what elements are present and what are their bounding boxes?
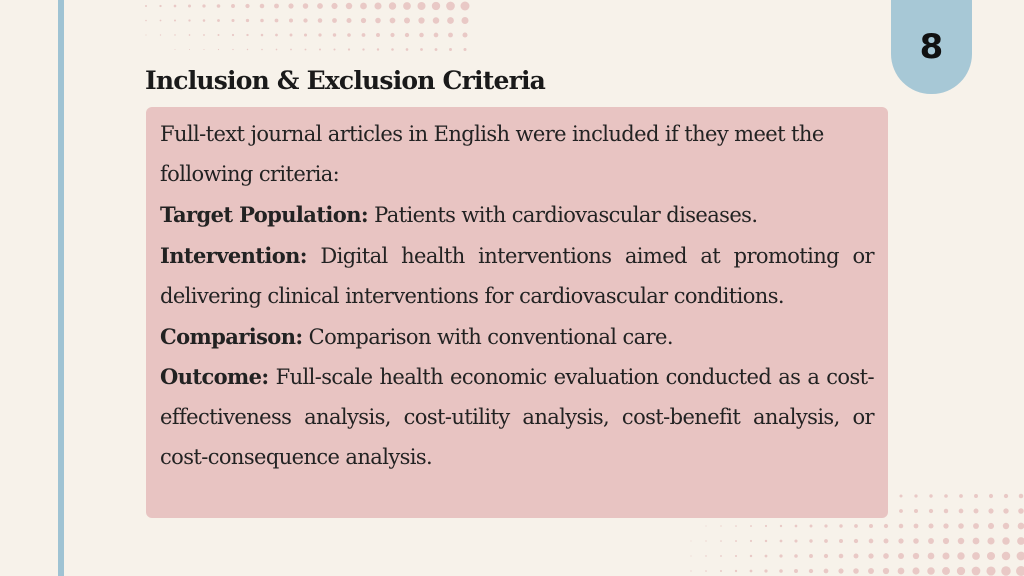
decorative-dot (288, 3, 293, 8)
decorative-dot (174, 5, 177, 8)
decorative-dot (720, 525, 721, 526)
decorative-dot (188, 5, 191, 8)
decorative-dot (839, 554, 844, 559)
criterion-label: Target Population: (160, 201, 369, 227)
decorative-dot (986, 566, 995, 575)
decorative-dot (462, 32, 467, 37)
decorative-dot (765, 525, 767, 527)
decorative-dot (869, 524, 873, 528)
decorative-dot (913, 538, 919, 544)
decorative-dot (260, 19, 264, 23)
decorative-dot (720, 570, 722, 572)
decorative-dot (764, 569, 767, 572)
decorative-dot (376, 33, 380, 37)
decorative-dot (854, 554, 859, 559)
decorative-dot (159, 5, 161, 7)
decorative-dot (231, 19, 234, 22)
decorative-dot (838, 568, 843, 573)
decorative-dot (348, 48, 350, 50)
decorative-dot (290, 49, 292, 51)
decorative-dot (247, 49, 248, 50)
decorative-dot (303, 18, 307, 22)
decorative-dot (303, 3, 309, 9)
decorative-dot (261, 34, 264, 37)
decorative-dot (987, 537, 994, 544)
decorative-dot (261, 49, 263, 51)
decorative-dot (957, 552, 964, 559)
criteria-card (146, 107, 888, 518)
decorative-dot (246, 34, 248, 36)
decorative-dot (145, 20, 147, 22)
criterion-label: Comparison: (160, 323, 303, 349)
decorative-dot (735, 570, 737, 572)
decorative-dot (944, 509, 948, 513)
decorative-dot (854, 524, 858, 528)
decorative-dot (914, 494, 917, 497)
decorative-dot (245, 4, 249, 8)
decorative-dot (898, 553, 904, 559)
decorative-dot (824, 524, 827, 527)
decorative-dot (361, 18, 366, 23)
decorative-dot (958, 523, 964, 529)
decorative-dot (959, 509, 964, 514)
decorative-dot (705, 525, 706, 526)
decorative-dot (406, 48, 409, 51)
decorative-dot (175, 49, 176, 50)
criterion-outcome (160, 357, 874, 478)
decorative-dot (1003, 523, 1009, 529)
decorative-dot (231, 4, 235, 8)
decorative-dot (448, 33, 453, 38)
decorative-dot (972, 567, 981, 576)
decorative-dot (390, 18, 396, 24)
criterion-text: Full-scale health economic evaluation conducted as a cost-effectiveness analysis, cost-utility analysis, cost-benefit analysis, or cost-consequence analysis. (160, 365, 874, 470)
decorative-dot (145, 34, 146, 35)
decorative-dot (779, 569, 783, 573)
decorative-dot (705, 540, 706, 541)
decorative-dot (854, 539, 858, 543)
decorative-dot (869, 539, 874, 544)
decorative-dot (331, 3, 337, 9)
decorative-dot (218, 49, 219, 50)
dot-pattern-top (140, 0, 480, 60)
decorative-dot (750, 570, 753, 573)
decorative-dot (317, 3, 323, 9)
decorative-dot (432, 2, 440, 10)
decorative-dot (275, 34, 278, 37)
decorative-dot (188, 19, 190, 21)
decorative-dot (203, 19, 206, 22)
decorative-dot (765, 540, 767, 542)
decorative-dot (765, 555, 768, 558)
decorative-dot (928, 538, 934, 544)
decorative-dot (434, 33, 439, 38)
decorative-dot (943, 538, 949, 544)
decorative-dot (1002, 537, 1009, 544)
decorative-dot (780, 525, 782, 527)
decorative-dot (944, 494, 948, 498)
decorative-dot (449, 48, 452, 51)
decorative-dot (362, 33, 366, 37)
decorative-dot (839, 539, 843, 543)
decorative-dot (246, 19, 249, 22)
decorative-dot (318, 33, 321, 36)
decorative-dot (824, 539, 828, 543)
decorative-dot (795, 525, 798, 528)
decorative-dot (942, 552, 949, 559)
decorative-dot (1003, 508, 1008, 513)
decorative-dot (989, 494, 993, 498)
criterion-target-population (160, 195, 874, 236)
decorative-dot (318, 18, 323, 23)
decorative-dot (929, 494, 932, 497)
decorative-dot (390, 33, 394, 37)
decorative-dot (824, 569, 829, 574)
decorative-dot (868, 553, 873, 558)
criterion-label: Outcome: (160, 364, 269, 390)
decorative-dot (958, 538, 965, 545)
decorative-dot (461, 17, 468, 24)
decorative-dot (333, 48, 335, 50)
page-number: 8 (919, 27, 944, 67)
decorative-dot (750, 525, 752, 527)
decorative-dot (750, 555, 752, 557)
decorative-dot (959, 494, 963, 498)
decorative-dot (899, 494, 902, 497)
decorative-dot (417, 2, 425, 10)
decorative-dot (405, 33, 409, 37)
decorative-dot (389, 2, 396, 9)
decorative-dot (447, 17, 454, 24)
decorative-dot (203, 49, 204, 50)
criterion-label: Intervention: (160, 242, 307, 268)
decorative-dot (927, 567, 935, 575)
decorative-dot (419, 33, 424, 38)
decorative-dot (794, 554, 798, 558)
criterion-intervention (160, 236, 874, 317)
decorative-dot (276, 49, 278, 51)
decorative-dot (899, 524, 904, 529)
decorative-dot (160, 20, 162, 22)
criterion-text: Digital health interventions aimed at promoting or delivering clinical interventions for cardiovascular conditions. (160, 243, 874, 308)
decorative-dot (943, 523, 948, 528)
decorative-dot (914, 524, 919, 529)
decorative-dot (435, 48, 438, 51)
decorative-dot (705, 555, 706, 556)
decorative-dot (418, 17, 424, 23)
decorative-dot (973, 523, 979, 529)
decorative-dot (705, 570, 707, 572)
decorative-dot (360, 3, 367, 10)
decorative-dot (898, 538, 903, 543)
decorative-dot (809, 569, 813, 573)
decorative-dot (1002, 552, 1010, 560)
decorative-dot (1017, 552, 1024, 561)
decorative-dot (174, 19, 176, 21)
decorative-dot (403, 2, 411, 10)
criterion-comparison (160, 317, 874, 358)
decorative-dot (942, 567, 950, 575)
decorative-dot (217, 34, 219, 36)
decorative-dot (374, 2, 381, 9)
decorative-dot (346, 3, 352, 9)
decorative-dot (928, 523, 933, 528)
decorative-dot (160, 34, 161, 35)
decorative-dot (974, 494, 978, 498)
decorative-dot (463, 48, 466, 51)
slide-title: Inclusion & Exclusion Criteria (145, 66, 546, 95)
decorative-dot (780, 540, 783, 543)
decorative-dot (275, 19, 279, 23)
decorative-dot (1017, 537, 1024, 545)
page-number-badge (891, 0, 972, 94)
left-accent-bar (58, 0, 64, 576)
criterion-text: Comparison with conventional care. (302, 324, 673, 349)
decorative-dot (988, 508, 993, 513)
decorative-dot (973, 538, 980, 545)
decorative-dot (899, 509, 903, 513)
decorative-dot (391, 48, 394, 51)
decorative-dot (735, 525, 737, 527)
criteria-intro: Full-text journal articles in English were included if they meet the following criteria: (160, 122, 824, 186)
decorative-dot (203, 34, 205, 36)
decorative-dot (720, 540, 722, 542)
decorative-dot (853, 568, 859, 574)
decorative-dot (884, 539, 889, 544)
decorative-dot (362, 48, 364, 50)
decorative-dot (347, 33, 351, 37)
decorative-dot (333, 33, 336, 36)
decorative-dot (883, 553, 889, 559)
criterion-text: Patients with cardiovascular diseases. (368, 202, 758, 227)
decorative-dot (883, 568, 889, 574)
decorative-dot (433, 17, 440, 24)
decorative-dot (260, 4, 265, 9)
decorative-dot (690, 555, 691, 556)
decorative-dot (1004, 494, 1008, 498)
decorative-dot (972, 552, 980, 560)
decorative-dot (690, 570, 691, 571)
decorative-dot (839, 524, 842, 527)
decorative-dot (824, 554, 828, 558)
decorative-dot (794, 569, 798, 573)
decorative-dot (446, 2, 455, 11)
decorative-dot (988, 523, 994, 529)
decorative-dot (202, 4, 205, 7)
decorative-dot (404, 17, 410, 23)
decorative-dot (420, 48, 423, 51)
decorative-dot (929, 509, 933, 513)
decorative-dot (691, 541, 692, 542)
decorative-dot (912, 567, 919, 574)
decorative-dot (720, 555, 722, 557)
decorative-dot (232, 49, 233, 50)
decorative-dot (987, 552, 995, 560)
decorative-dot (377, 48, 379, 50)
decorative-dot (735, 555, 737, 557)
decorative-dot (290, 34, 293, 37)
decorative-dot (809, 554, 813, 558)
decorative-dot (810, 525, 813, 528)
decorative-dot (1001, 566, 1011, 576)
decorative-dot (913, 553, 919, 559)
decorative-dot (274, 4, 279, 9)
decorative-dot (809, 539, 812, 542)
decorative-dot (217, 19, 220, 22)
decorative-dot (1019, 494, 1024, 499)
decorative-dot (779, 554, 782, 557)
decorative-dot (898, 568, 905, 575)
decorative-dot (1018, 523, 1024, 530)
decorative-dot (750, 540, 752, 542)
decorative-dot (189, 49, 190, 50)
decorative-dot (461, 2, 470, 11)
decorative-dot (928, 553, 935, 560)
decorative-dot (232, 34, 234, 36)
decorative-dot (974, 509, 979, 514)
decorative-dot (189, 34, 191, 36)
decorative-dot (1018, 508, 1024, 514)
decorative-dot (289, 18, 293, 22)
decorative-dot (735, 540, 737, 542)
decorative-dot (375, 18, 381, 24)
decorative-dot (957, 567, 965, 575)
decorative-dot (346, 18, 351, 23)
decorative-dot (884, 524, 888, 528)
decorative-dot (794, 539, 797, 542)
decorative-dot (332, 18, 337, 23)
decorative-dot (1016, 566, 1024, 576)
decorative-dot (305, 49, 307, 51)
decorative-dot (217, 4, 221, 8)
decorative-dot (304, 33, 307, 36)
decorative-dot (868, 568, 874, 574)
decorative-dot (174, 34, 175, 35)
decorative-dot (145, 5, 147, 7)
decorative-dot (914, 509, 918, 513)
decorative-dot (319, 49, 321, 51)
